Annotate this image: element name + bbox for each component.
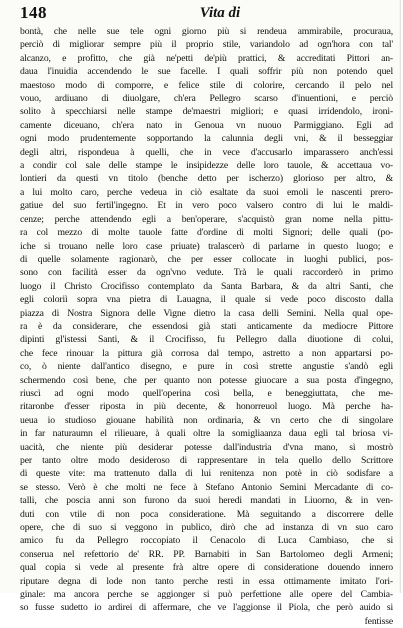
text-line: qual copia si vede al presente frà altre opere di consideratione douendo innero (20, 562, 393, 574)
text-line: a condir col sale delle stampe le insipidezze delle loro tauole, & accettaua vo- (20, 160, 393, 172)
text-line: ginale: ma ancora perche se aggionger si può perfettione alle opere del Cambia- (20, 589, 393, 601)
text-line: amico fu da Pellegro roccopiato il Cenacolo di Luca Cambiaso, che si (20, 535, 393, 547)
text-line: solito à specchiarsi nelle stampe de'maestri migliori; e quasi irridendolo, ironi- (20, 106, 393, 118)
text-line: ra è da considerare, che essendosi già stati anticamente da mediocre Pittore (20, 320, 393, 332)
text-line: conserua nel refettorio de' RR. PP. Barnabiti in San Bartolomeo degli Armeni; (20, 548, 393, 560)
text-line: ueua io studioso giouane habilità non ordinaria, & vn certo che di singolare (20, 414, 393, 426)
text-line: lontieri da questi vn titolo (benche detto per ischerzo) glorioso per altro, & (20, 173, 393, 185)
text-line: piazza di Nostra Signora delle Vigne dietro la casa delli Semini. Nella qual ope- (20, 307, 393, 319)
page-number: 148 (20, 3, 47, 22)
text-line: riputare degna di lode non tanto perche resti in essa ottimamente imitato l'ori- (20, 575, 393, 587)
text-line: camente diceuano, ch'era nato in Genoua vn nuouo Parmiggiano. Egli ad (20, 119, 393, 131)
text-line: per tanto oltre modo desideroso di rappresentare in tela quello dello Scrittore (20, 455, 393, 466)
text-line: vouo, ardiuano di diuolgare, ch'era Pellegro scarso d'inuentioni, e perciò (20, 93, 393, 105)
text-line: luogo il Christo Crocifisso contemplato da Santa Barbara, & da altri Santi, che (20, 280, 393, 292)
text-line: fentisse (364, 615, 393, 627)
text-line: co, ò niente dall'antico disegno, e pure in così strette angustie s'andò egli (20, 361, 393, 373)
page-edge (399, 0, 401, 593)
text-line: daua l'inuidia accendendo le sue facelle. I quali soffrir più non potendo quel (20, 66, 393, 78)
text-line: degli altri, rispondeua à quelli, che in vece d'accusarlo imparassero anch'essi (20, 146, 393, 158)
text-line: gatiue del suo fertil'ingegno. Et in vero poco valsero contro di lui le maldi- (20, 200, 393, 212)
text-line: uacità, che niente più desiderar potesse dall'industria d'vna mano, sì mostrò (20, 441, 393, 453)
text-line: ra col mezzo di molte tauole fatte d'ordine di molti Signori; delle quali (po- (20, 227, 393, 239)
text-line: opere, che di suo si veggono in publico, dirò che ad instanza di vn suo caro (20, 522, 393, 534)
text-line: perciò di migliorar sempre più il proprio stile, variandolo ad ogn'hora con tal' (20, 39, 393, 51)
text-line: so fusse sudetto io ardirei di affermare, che ve l'aggionse il Piola, che però auido si (20, 602, 393, 614)
text-line: se stesso. Verò è che molti ne fece à Stefano Antonio Semini Mercadante di co- (20, 481, 393, 493)
text-line: ogni modo prudentemente sopportando la calunnia degli vni, & il besseggiar (20, 133, 393, 145)
text-line: bontà, che nelle sue tele ogni giorno più si rendeua ammirabile, procuraua, (20, 26, 393, 37)
text-line: riuscì ad ogni modo quell'operina così bella, e beneggiuttata, che me- (20, 387, 393, 399)
text-line: schermendo così bene, che per quanto non potesse giuocare a sua posta d'ingegno, (20, 374, 393, 386)
text-line: alcanzo, e profitto, che già ne'petti de'più prattici, & accreditati Pittori an- (20, 52, 393, 64)
body-text (20, 25, 393, 628)
text-line: egli coloriì sopra vna pietra di Lauagna, il quale si vede poco discosto dalla (20, 294, 393, 306)
page-header (20, 3, 393, 23)
text-line: maestoso modo di comporre, e felice stile di colorire, cercando il pelo nel (20, 79, 393, 91)
text-line: talli, che poscia anni son furono da suoi heredi mandati in Liuorno, & in ven- (20, 495, 393, 507)
text-line: sono con facilità esser da ogn'vno vedute. Trà le quali raccorderò in primo (20, 267, 393, 279)
text-line: che fece rinouar la pittura già corrosa dal tempo, astretto a non appartarsi po- (20, 347, 393, 359)
text-line: a lui molto caro, perche vedeua in ciò esaltate da suoi emoli le nascenti prero- (20, 186, 393, 198)
text-line: ritaronbe d'esser riposta in più decente, & honorreuol luogo. Mà perche ha- (20, 401, 393, 413)
text-line: di queste vite: ma trattenuto dalla di lui renitenza non potè in ciò sodisfare a (20, 468, 393, 480)
text-line: in far naturaumn el rilieuare, à quali oltre la somigliaanza daua egli tal briosa vi- (20, 428, 393, 440)
text-line: iche si trouano nelle loro case priuate) tralascerò di parlarne in questo luogo; e (20, 240, 393, 252)
text-line: di quelle solamente ragionarò, che per esser collocate in luoghi publici, pos- (20, 253, 393, 265)
running-head: Vita di (199, 5, 241, 21)
text-line: cenze; perche attendendo egli a ben'operare, s'acquistò gran nome nella pittu- (20, 213, 393, 225)
text-line: dipinti gl'istessi Santi, & il Crocifisso, fu Pellegro dalla diuotione di colui, (20, 334, 393, 346)
text-line: duti con vtile di non poca consideratione. Mà seguitando a discorrere delle (20, 508, 393, 520)
